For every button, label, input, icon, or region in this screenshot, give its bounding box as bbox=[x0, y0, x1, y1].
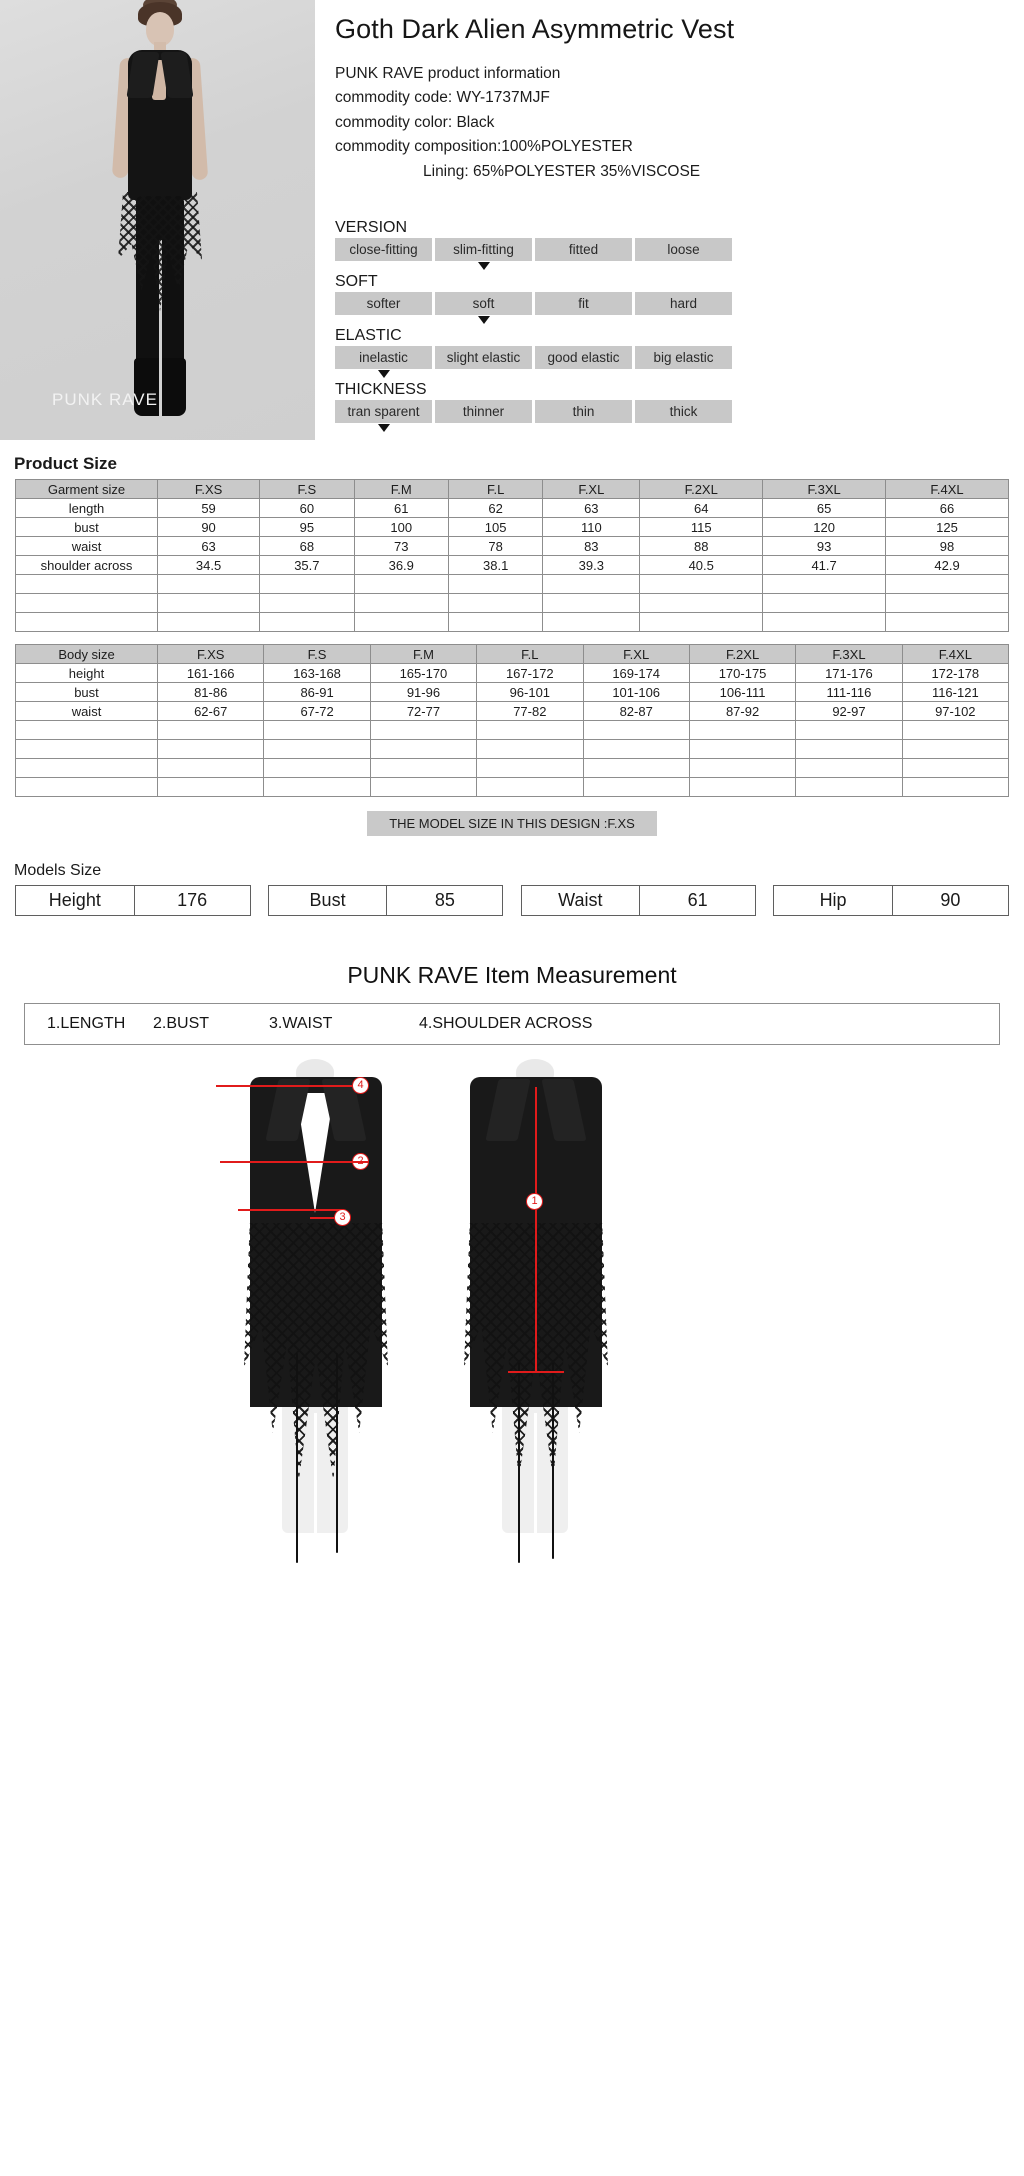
models-bust-value: 85 bbox=[387, 886, 503, 916]
attribute-thickness-option-0[interactable]: tran sparent bbox=[335, 400, 432, 423]
body-row-2-label: waist bbox=[16, 702, 158, 721]
commodity-color-line: commodity color: Black bbox=[335, 113, 495, 131]
commodity-code-line: commodity code: WY-1737MJF bbox=[335, 89, 550, 107]
body-col-6: F.2XL bbox=[689, 645, 795, 664]
garment-row-1-v5: 115 bbox=[640, 518, 763, 537]
garment-row-0-v4: 63 bbox=[543, 499, 640, 518]
garment-col-8: F.4XL bbox=[886, 480, 1009, 499]
garment-row-3-v0: 34.5 bbox=[158, 556, 260, 575]
product-hero-image bbox=[0, 0, 315, 440]
garment-front-figure bbox=[200, 1053, 430, 1593]
measure-marker-length: 1 bbox=[526, 1193, 543, 1210]
body-row-2-v5: 87-92 bbox=[689, 702, 795, 721]
models-height-label: Height bbox=[16, 886, 135, 916]
body-row-1-v7: 116-121 bbox=[902, 683, 1008, 702]
garment-row-0-v2: 61 bbox=[354, 499, 448, 518]
garment-col-2: F.S bbox=[260, 480, 354, 499]
models-waist-label: Waist bbox=[521, 886, 640, 916]
body-row-1-v6: 111-116 bbox=[796, 683, 902, 702]
garment-col-7: F.3XL bbox=[763, 480, 886, 499]
attribute-elastic-option-2[interactable]: good elastic bbox=[535, 346, 632, 369]
garment-row-3-label: shoulder across bbox=[16, 556, 158, 575]
body-row-1-label: bust bbox=[16, 683, 158, 702]
garment-row-2-v2: 73 bbox=[354, 537, 448, 556]
garment-row-2-label: waist bbox=[16, 537, 158, 556]
attribute-version-label: VERSION bbox=[335, 219, 408, 237]
attribute-thickness-label: THICKNESS bbox=[335, 381, 427, 399]
body-col-3: F.M bbox=[370, 645, 476, 664]
body-row-0-v4: 169-174 bbox=[583, 664, 689, 683]
table-header-row bbox=[16, 480, 1009, 499]
attribute-soft-option-3[interactable]: hard bbox=[635, 292, 732, 315]
table-row bbox=[16, 886, 1009, 916]
garment-row-1-v2: 100 bbox=[354, 518, 448, 537]
attribute-soft bbox=[335, 272, 1008, 315]
garment-row-2-v0: 63 bbox=[158, 537, 260, 556]
garment-row-3-v2: 36.9 bbox=[354, 556, 448, 575]
body-row-1-v1: 86-91 bbox=[264, 683, 370, 702]
measurement-legend bbox=[24, 1003, 1000, 1045]
garment-row-1-v4: 110 bbox=[543, 518, 640, 537]
garment-col-1: F.XS bbox=[158, 480, 260, 499]
garment-row-1-label: bust bbox=[16, 518, 158, 537]
table-row-blank bbox=[16, 613, 1009, 632]
model-photo-illustration bbox=[0, 0, 315, 440]
table-header-row bbox=[16, 645, 1009, 664]
models-hip-value: 90 bbox=[892, 886, 1008, 916]
garment-row-0-v5: 64 bbox=[640, 499, 763, 518]
garment-row-1-v1: 95 bbox=[260, 518, 354, 537]
body-row-2-v1: 67-72 bbox=[264, 702, 370, 721]
models-hip-label: Hip bbox=[774, 886, 893, 916]
body-row-2-v3: 77-82 bbox=[477, 702, 583, 721]
garment-col-0: Garment size bbox=[16, 480, 158, 499]
table-row bbox=[16, 664, 1009, 683]
garment-row-2-v1: 68 bbox=[260, 537, 354, 556]
table-row-blank bbox=[16, 759, 1009, 778]
body-col-1: F.XS bbox=[158, 645, 264, 664]
brand-watermark: PUNK RAVE bbox=[52, 390, 158, 409]
table-row bbox=[16, 683, 1009, 702]
body-col-5: F.XL bbox=[583, 645, 689, 664]
garment-col-4: F.L bbox=[448, 480, 542, 499]
legend-item-shoulder-across: 4.SHOULDER ACROSS bbox=[419, 1015, 593, 1032]
attribute-thickness-option-2[interactable]: thin bbox=[535, 400, 632, 423]
top-section bbox=[0, 0, 1024, 440]
body-row-1-v4: 101-106 bbox=[583, 683, 689, 702]
table-row-blank bbox=[16, 778, 1009, 797]
attribute-soft-option-2[interactable]: fit bbox=[535, 292, 632, 315]
body-row-1-v5: 106-111 bbox=[689, 683, 795, 702]
body-row-0-v7: 172-178 bbox=[902, 664, 1008, 683]
measure-marker-shoulder-across: 4 bbox=[352, 1077, 369, 1094]
attribute-version-option-3[interactable]: loose bbox=[635, 238, 732, 261]
garment-row-2-v5: 88 bbox=[640, 537, 763, 556]
garment-row-0-label: length bbox=[16, 499, 158, 518]
measurement-figures bbox=[0, 1053, 1024, 1593]
garment-col-5: F.XL bbox=[543, 480, 640, 499]
body-row-1-v3: 96-101 bbox=[477, 683, 583, 702]
garment-col-6: F.2XL bbox=[640, 480, 763, 499]
attribute-elastic-option-1[interactable]: slight elastic bbox=[435, 346, 532, 369]
attribute-soft-option-1[interactable]: soft bbox=[435, 292, 532, 315]
attribute-elastic-option-3[interactable]: big elastic bbox=[635, 346, 732, 369]
attribute-elastic-label: ELASTIC bbox=[335, 327, 402, 345]
measurement-title: PUNK RAVE Item Measurement bbox=[347, 962, 677, 988]
attribute-soft-option-0[interactable]: softer bbox=[335, 292, 432, 315]
garment-row-2-v4: 83 bbox=[543, 537, 640, 556]
legend-item-waist: 3.WAIST bbox=[269, 1015, 333, 1032]
table-row-blank bbox=[16, 575, 1009, 594]
garment-row-1-v7: 125 bbox=[886, 518, 1009, 537]
attribute-thickness-option-1[interactable]: thinner bbox=[435, 400, 532, 423]
attribute-soft-label: SOFT bbox=[335, 273, 378, 291]
body-row-0-v0: 161-166 bbox=[158, 664, 264, 683]
body-row-2-v7: 97-102 bbox=[902, 702, 1008, 721]
garment-row-1-v0: 90 bbox=[158, 518, 260, 537]
garment-size-table bbox=[15, 479, 1009, 632]
product-size-heading: Product Size bbox=[14, 454, 117, 473]
garment-row-2-v6: 93 bbox=[763, 537, 886, 556]
body-col-8: F.4XL bbox=[902, 645, 1008, 664]
body-row-0-label: height bbox=[16, 664, 158, 683]
garment-row-0-v1: 60 bbox=[260, 499, 354, 518]
brand-info-line: PUNK RAVE product information bbox=[335, 64, 561, 82]
attribute-version-option-0[interactable]: close-fitting bbox=[335, 238, 432, 261]
attribute-thickness bbox=[335, 380, 1008, 423]
garment-row-2-v7: 98 bbox=[886, 537, 1009, 556]
garment-row-0-v7: 66 bbox=[886, 499, 1009, 518]
body-row-0-v3: 167-172 bbox=[477, 664, 583, 683]
model-size-note: THE MODEL SIZE IN THIS DESIGN :F.XS bbox=[367, 811, 657, 836]
garment-row-3-v3: 38.1 bbox=[448, 556, 542, 575]
garment-row-3-v5: 40.5 bbox=[640, 556, 763, 575]
body-size-table bbox=[15, 644, 1009, 797]
garment-row-3-v1: 35.7 bbox=[260, 556, 354, 575]
garment-row-3-v6: 41.7 bbox=[763, 556, 886, 575]
product-info bbox=[315, 0, 1024, 440]
body-row-0-v1: 163-168 bbox=[264, 664, 370, 683]
body-row-2-v2: 72-77 bbox=[370, 702, 476, 721]
models-waist-value: 61 bbox=[640, 886, 756, 916]
body-row-2-v4: 82-87 bbox=[583, 702, 689, 721]
garment-row-1-v3: 105 bbox=[448, 518, 542, 537]
attribute-thickness-option-3[interactable]: thick bbox=[635, 400, 732, 423]
table-row-blank bbox=[16, 740, 1009, 759]
models-size-table bbox=[15, 885, 1009, 916]
table-row bbox=[16, 702, 1009, 721]
attribute-elastic bbox=[335, 326, 1008, 369]
body-col-0: Body size bbox=[16, 645, 158, 664]
commodity-composition-line: commodity composition:100%POLYESTER bbox=[335, 138, 633, 156]
body-col-4: F.L bbox=[477, 645, 583, 664]
measure-marker-waist: 3 bbox=[334, 1209, 351, 1226]
body-row-0-v2: 165-170 bbox=[370, 664, 476, 683]
models-height-value: 176 bbox=[134, 886, 250, 916]
garment-row-0-v6: 65 bbox=[763, 499, 886, 518]
garment-row-3-v4: 39.3 bbox=[543, 556, 640, 575]
body-row-0-v5: 170-175 bbox=[689, 664, 795, 683]
table-row-blank bbox=[16, 721, 1009, 740]
attribute-version-option-2[interactable]: fitted bbox=[535, 238, 632, 261]
table-row-blank bbox=[16, 594, 1009, 613]
legend-item-length: 1.LENGTH bbox=[47, 1015, 126, 1032]
attribute-version bbox=[335, 218, 1008, 261]
garment-col-3: F.M bbox=[354, 480, 448, 499]
models-bust-label: Bust bbox=[268, 886, 387, 916]
body-row-1-v0: 81-86 bbox=[158, 683, 264, 702]
page-title: Goth Dark Alien Asymmetric Vest bbox=[335, 14, 735, 44]
garment-back-figure bbox=[420, 1053, 650, 1593]
garment-row-0-v3: 62 bbox=[448, 499, 542, 518]
table-row bbox=[16, 537, 1009, 556]
body-col-7: F.3XL bbox=[796, 645, 902, 664]
garment-row-1-v6: 120 bbox=[763, 518, 886, 537]
models-size-heading: Models Size bbox=[14, 862, 102, 879]
body-row-0-v6: 171-176 bbox=[796, 664, 902, 683]
garment-row-3-v7: 42.9 bbox=[886, 556, 1009, 575]
lining-line: Lining: 65%POLYESTER 35%VISCOSE bbox=[423, 162, 701, 180]
attribute-scales bbox=[335, 218, 1008, 423]
table-row bbox=[16, 556, 1009, 575]
attribute-elastic-option-0[interactable]: inelastic bbox=[335, 346, 432, 369]
body-row-1-v2: 91-96 bbox=[370, 683, 476, 702]
legend-item-bust: 2.BUST bbox=[153, 1015, 210, 1032]
attribute-version-option-1[interactable]: slim-fitting bbox=[435, 238, 532, 261]
garment-row-0-v0: 59 bbox=[158, 499, 260, 518]
body-col-2: F.S bbox=[264, 645, 370, 664]
table-row bbox=[16, 518, 1009, 537]
body-row-2-v6: 92-97 bbox=[796, 702, 902, 721]
body-row-2-v0: 62-67 bbox=[158, 702, 264, 721]
garment-row-2-v3: 78 bbox=[448, 537, 542, 556]
table-row bbox=[16, 499, 1009, 518]
